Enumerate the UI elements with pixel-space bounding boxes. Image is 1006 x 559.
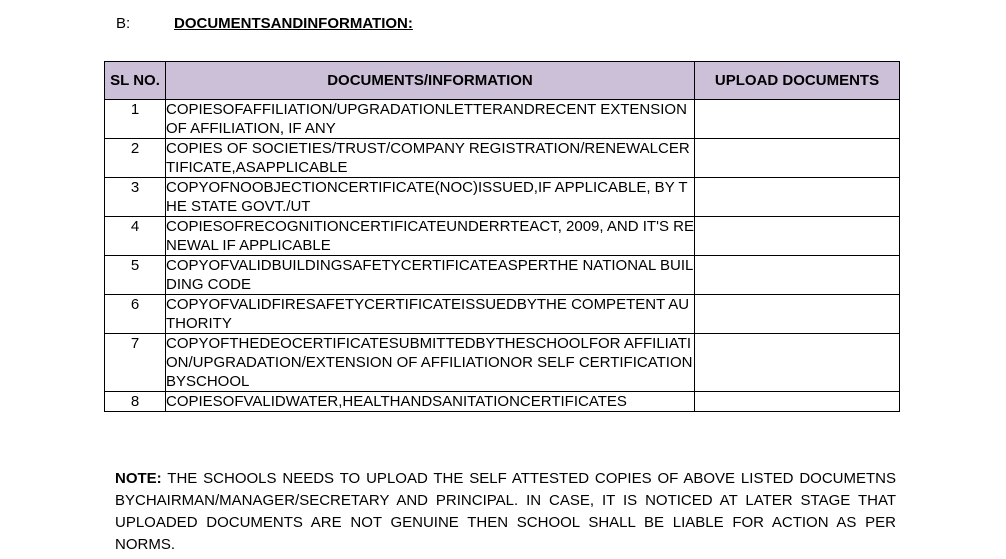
row-sl-number: 8 — [105, 392, 166, 412]
row-upload-cell[interactable] — [695, 217, 900, 256]
section-title: DOCUMENTSANDINFORMATION: — [174, 15, 413, 32]
note-label: NOTE: — [115, 470, 162, 487]
table-row — [105, 100, 900, 139]
table-row — [105, 392, 900, 412]
row-sl-number: 4 — [105, 217, 166, 256]
row-upload-cell[interactable] — [695, 392, 900, 412]
documents-table — [104, 61, 900, 412]
table-row — [105, 295, 900, 334]
row-document-text: COPYOFVALIDFIRESAFETYCERTIFICATEISSUEDBYTHE COMPETENT AUTHORITY — [166, 295, 695, 334]
note-text: THE SCHOOLS NEEDS TO UPLOAD THE SELF ATTESTED COPIES OF ABOVE LISTED DOCUMETNS BYCHAIRMAN/MANAGER/SECRETARY AND PRINCIPAL. IN CASE, IT IS NOTICED AT LATER STAGE THAT UPLOADED DOCUMENTS ARE NOT GENUINE THEN SCHOOL SHALL BE LIABLE FOR ACTION AS PER NORMS. — [115, 470, 896, 553]
note-paragraph — [115, 468, 896, 556]
row-upload-cell[interactable] — [695, 139, 900, 178]
table-row — [105, 217, 900, 256]
table-row — [105, 139, 900, 178]
row-upload-cell[interactable] — [695, 178, 900, 217]
row-document-text: COPIESOFVALIDWATER,HEALTHANDSANITATIONCERTIFICATES — [166, 392, 695, 412]
header-documents-information: DOCUMENTS/INFORMATION — [166, 62, 695, 100]
row-sl-number: 7 — [105, 334, 166, 392]
table-row — [105, 334, 900, 392]
row-document-text: COPIESOFRECOGNITIONCERTIFICATEUNDERRTEACT, 2009, AND IT'S RENEWAL IF APPLICABLE — [166, 218, 694, 254]
row-sl-number: 5 — [105, 256, 166, 295]
row-document-text: COPIESOFAFFILIATION/UPGRADATIONLETTERANDRECENT EXTENSION OF AFFILIATION, IF ANY — [166, 100, 695, 139]
row-document-text: COPYOFVALIDBUILDINGSAFETYCERTIFICATEASPERTHE NATIONAL BUILDING CODE — [166, 257, 694, 293]
row-document-text: COPYOFNOOBJECTIONCERTIFICATE(NOC)ISSUED,IF APPLICABLE, BY THE STATE GOVT./UT — [166, 178, 695, 217]
row-document-text: COPIES OF SOCIETIES/TRUST/COMPANY REGISTRATION/RENEWALCERTIFICATE,ASAPPLICABLE — [166, 139, 695, 178]
row-sl-number: 2 — [105, 139, 166, 178]
row-upload-cell[interactable] — [695, 334, 900, 392]
row-upload-cell[interactable] — [695, 295, 900, 334]
header-sl-no: SL NO. — [105, 62, 166, 100]
section-letter: B: — [116, 15, 131, 32]
table-header-row — [105, 62, 900, 100]
row-sl-number: 6 — [105, 295, 166, 334]
row-upload-cell[interactable] — [695, 100, 900, 139]
header-upload-documents: UPLOAD DOCUMENTS — [695, 62, 900, 100]
row-sl-number: 3 — [105, 178, 166, 217]
section-heading — [116, 15, 413, 32]
row-document-text: COPYOFTHEDEOCERTIFICATESUBMITTEDBYTHESCHOOLFOR AFFILIATION/UPGRADATION/EXTENSION OF AFFILIATIONOR SELF CERTIFICATIONBYSCHOOL — [166, 334, 695, 392]
row-sl-number: 1 — [105, 100, 166, 139]
table-row — [105, 178, 900, 217]
row-upload-cell[interactable] — [695, 256, 900, 295]
table-row — [105, 256, 900, 295]
